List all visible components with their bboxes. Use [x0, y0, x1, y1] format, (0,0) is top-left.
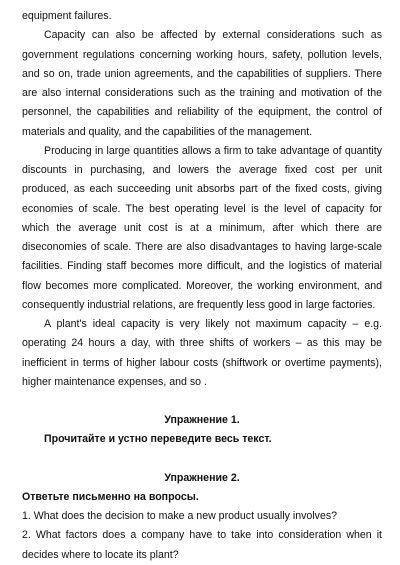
question-2: 2. What factors does a company have to take into consideration when it decides where to locate its plant? — [22, 529, 382, 561]
paragraph-ideal-capacity: A plant's ideal capacity is very likely not maximum capacity – e.g. operating 24 hours a day, with three shifts of workers – as this may be inefficient in terms of higher labour costs (shiftwork or overtime payments), higher maintenance expenses, and so . — [22, 318, 382, 388]
exercise-2-title: Упражнение 2. — [164, 471, 240, 484]
paragraph-capacity: Capacity can also be affected by external considerations such as government regulations concerning working hours, safety, pollution levels, and so on, trade union agreements, and the capabilities of suppliers. There are also internal considerations such as the training and motivation of the personnel, the capabilities and reliability of the equipment, the control of materials and quality, and the capabilities of the management. — [22, 29, 382, 138]
paragraph-continuation: equipment failures. — [22, 10, 112, 22]
exercise-2-task: Ответьте письменно на вопросы. — [22, 490, 199, 503]
exercise-1-task: Прочитайте и устно переведите весь текст. — [44, 433, 272, 446]
exercise-1-title: Упражнение 1. — [164, 414, 240, 426]
question-1: 1. What does the decision to make a new product usually involves? — [22, 510, 338, 522]
paragraph-large-quantities: Producing in large quantities allows a firm to take advantage of quantity discounts in purchasing, and lowers the average fixed cost per unit produced, as each succeeding unit absorbs part of the fixed costs, giving economies of scale. The best operating level is the level of capacity for which the average unit cost is at a minimum, after which there are diseconomies of scale. There are also disadvantages to having large-scale facilities. Finding staff becomes more difficult, and the logistics of material flow becomes more complicated. Moreover, the working environment, and consequently industrial relations, are frequently less good in large factories. — [22, 144, 382, 311]
